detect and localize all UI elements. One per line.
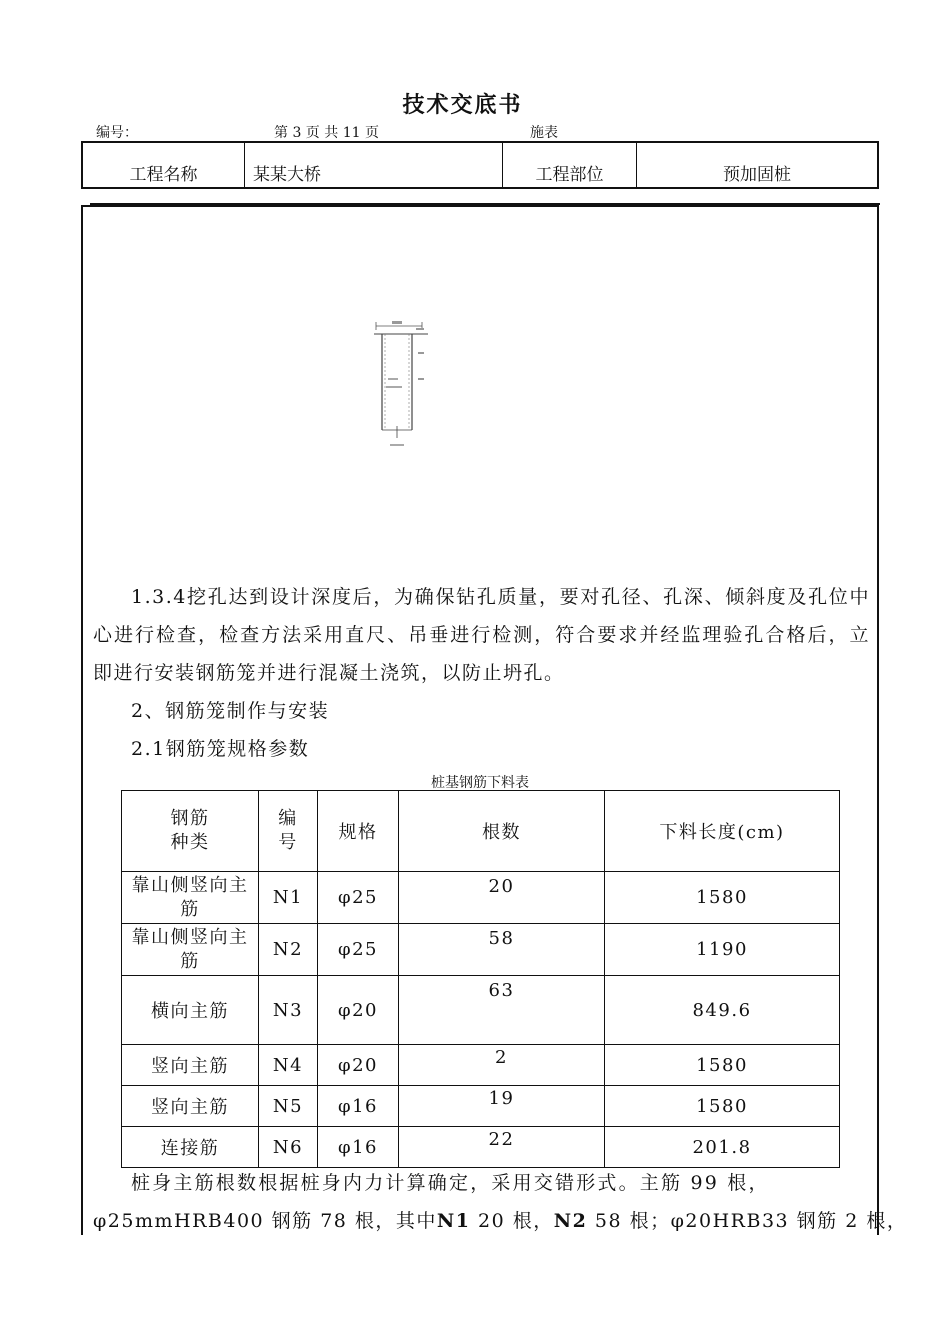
cell-length: 1190 [605,924,840,976]
header-spec: 规格 [318,791,399,872]
table-row [122,976,840,1045]
project-name-value: 某某大桥 [245,143,503,187]
rebar-table [121,790,840,1168]
section-heading-2-1: 2.1钢筋笼规格参数 [131,738,310,760]
cell-count: 22 [399,1127,605,1168]
header-count: 根数 [399,791,605,872]
table-row [122,1127,840,1168]
cell-count: 20 [399,872,605,924]
cell-length: 849.6 [605,976,840,1045]
table-caption: 桩基钢筋下料表 [431,775,529,791]
cell-count: 58 [399,924,605,976]
header-kind: 钢筋种类 [122,791,259,872]
header-table [81,141,879,189]
cell-count: 63 [399,976,605,1045]
cell-no: N4 [259,1045,318,1086]
cell-kind: 靠山侧竖向主筋 [122,872,259,924]
header-length: 下料长度(cm) [605,791,840,872]
cell-kind: 靠山侧竖向主筋 [122,924,259,976]
number-label: 编号： [96,125,138,141]
n2-label: N2 [553,1210,588,1232]
cell-kind: 竖向主筋 [122,1086,259,1127]
cell-no: N1 [259,872,318,924]
cell-spec: φ20 [318,976,399,1045]
n1-label: N1 [436,1210,471,1232]
cell-spec: φ16 [318,1086,399,1127]
paragraph-main-bars-line-1: 桩身主筋根数根据桩身内力计算确定，采用交错形式。主筋 99 根， [131,1172,770,1194]
document-title: 技术交底书 [402,92,523,118]
table-row [122,1045,840,1086]
table-row [122,924,840,976]
part-label: 工程部位 [503,143,637,187]
cell-count: 19 [399,1086,605,1127]
cell-no: N3 [259,976,318,1045]
cell-count: 2 [399,1045,605,1086]
section-heading-2: 2、钢筋笼制作与安装 [131,700,330,722]
cell-no: N2 [259,924,318,976]
part-value: 预加固桩 [723,165,791,185]
paragraph-main-bars-line-2: φ25mmHRB400 钢筋 78 根，其中N1 20 根，N2 58 根；φ20HRB33 钢筋 2 根， [93,1210,908,1232]
cell-kind: 连接筋 [122,1127,259,1168]
cell-length: 201.8 [605,1127,840,1168]
page-indicator: 第 3 页 共 11 页 [274,125,379,141]
cell-length: 1580 [605,872,840,924]
paragraph-1-3-4: 1.3.4挖孔达到设计深度后，为确保钻孔质量，要对孔径、孔深、倾斜度及孔位中心进行检查，检查方法采用直尺、吊垂进行检测，符合要求并经监理验孔合格后，立即进行安装钢筋笼并进行混凝土浇筑，以防止坍孔。 [93,586,870,684]
cell-spec: φ20 [318,1045,399,1086]
pile-drawing [372,318,434,454]
cell-spec: φ25 [318,924,399,976]
cell-length: 1580 [605,1045,840,1086]
cell-no: N6 [259,1127,318,1168]
table-row [122,872,840,924]
cell-no: N5 [259,1086,318,1127]
header-no: 编号 [259,791,318,872]
form-label: 施表 [530,125,558,141]
cell-kind: 竖向主筋 [122,1045,259,1086]
cell-spec: φ25 [318,872,399,924]
table-header-row [122,791,840,872]
table-row [122,1086,840,1127]
project-name-label: 工程名称 [83,143,245,187]
cell-kind: 横向主筋 [122,976,259,1045]
cell-spec: φ16 [318,1127,399,1168]
cell-length: 1580 [605,1086,840,1127]
